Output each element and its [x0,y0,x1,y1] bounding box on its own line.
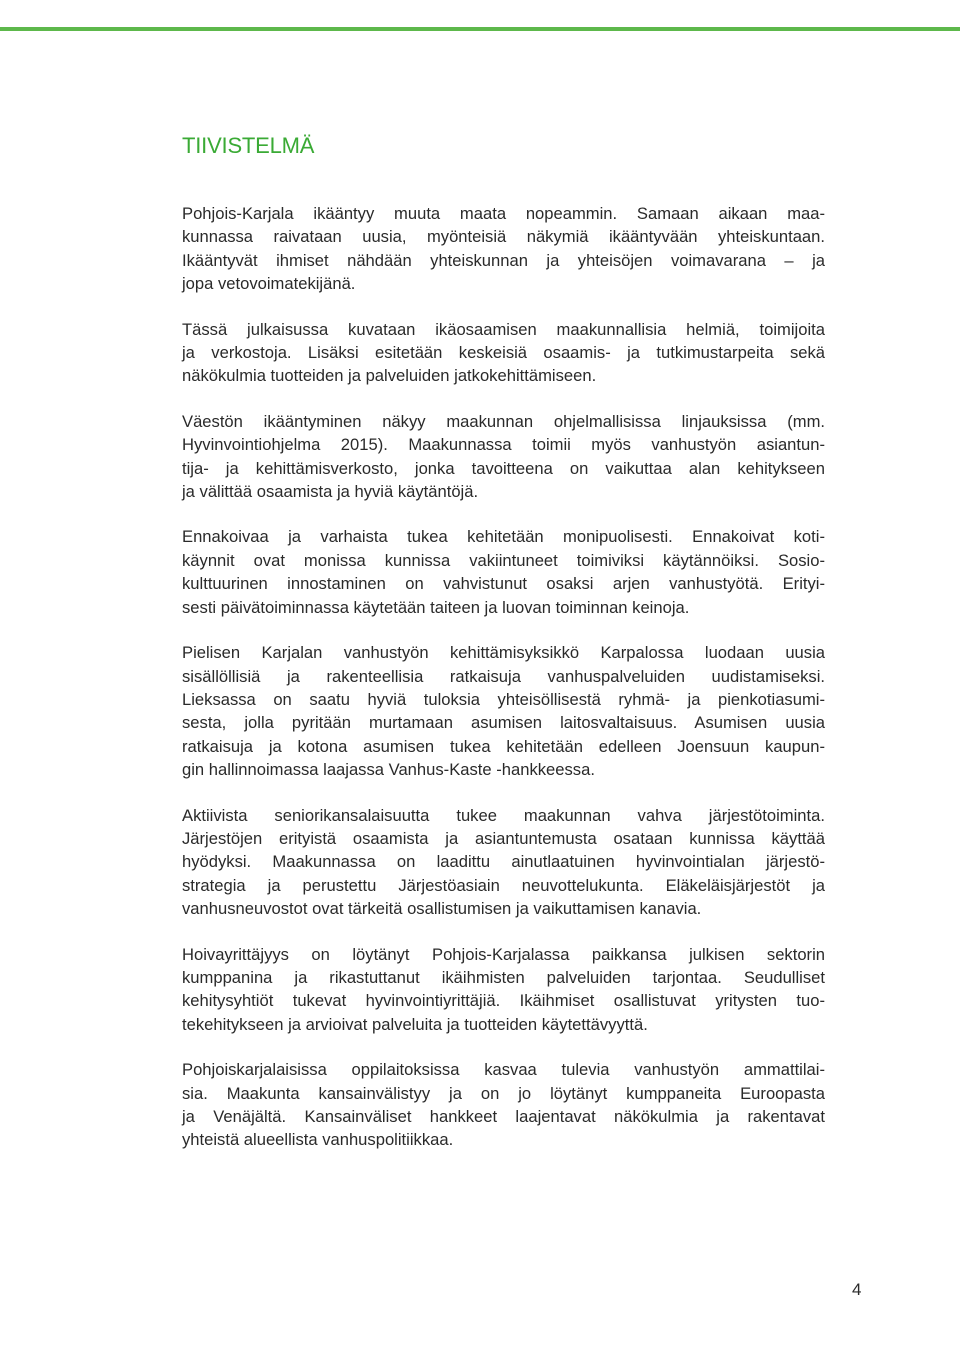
text-line: käynnit ovat monissa kunnissa vakiintuneet toimiviksi käytännöiksi. Sosio- [182,550,825,570]
text-line: Pielisen Karjalan vanhustyön kehittämisyksikkö Karpalossa luodaan uusia [182,643,825,663]
text-line: vanhusneuvostot ovat tärkeitä osallistumisen ja vaikuttamisen kanavia. [182,899,702,919]
body-text [182,202,825,1174]
text-line: sisällöllisiä ja rakenteellisia ratkaisuja vanhuspalveluiden uudistamiseksi. [182,666,825,686]
paragraph [182,1058,825,1152]
text-line: ratkaisuja ja kotona asumisen tukea kehitetään edelleen Joensuun kaupun- [182,736,825,756]
paragraph [182,318,825,388]
page-number: 4 [852,1280,862,1299]
paragraph [182,804,825,921]
text-line: Väestön ikääntyminen näkyy maakunnan ohjelmallisissa linjauksissa (mm. [182,411,825,431]
text-line: kumppanina ja rikastuttanut ikäihmisten palveluiden tarjontaa. Seudulliset [182,967,825,987]
text-line: jopa vetovoimatekijänä. [182,274,356,294]
text-line: ja välittää osaamista ja hyviä käytäntöjä. [182,482,479,502]
text-line: yhteistä alueellista vanhuspolitiikkaa. [182,1130,454,1150]
paragraph [182,641,825,781]
text-line: kunnassa raivataan uusia, myönteisiä näkymiä ikääntyvään yhteiskuntaan. [182,227,825,247]
text-line: Aktiivista seniorikansalaisuutta tukee maakunnan vahva järjestötoiminta. [182,805,825,825]
text-line: gin hallinnoimassa laajassa Vanhus-Kaste -hankkeessa. [182,760,595,780]
top-green-rule [0,27,960,31]
text-line: sia. Maakunta kansainvälistyy ja on jo löytänyt kumppaneita Euroopasta [182,1083,825,1103]
text-line: tekehitykseen ja arvioivat palveluita ja tuotteiden käytettävyyttä. [182,1014,648,1034]
paragraph [182,943,825,1037]
text-line: Ikääntyvät ihmiset nähdään yhteiskunnan ja yhteisöjen voimavarana – ja [182,250,825,270]
text-line: sesti päivätoiminnassa käytetään taiteen ja luovan toiminnan keinoja. [182,597,690,617]
text-line: Järjestöjen erityistä osaamista ja asiantuntemusta osataan kunnissa käyttää [182,828,825,848]
text-line: ja Venäjältä. Kansainväliset hankkeet laajentavat näkökulmia ja rakentavat [182,1107,825,1126]
text-line: Hoivayrittäjyys on löytänyt Pohjois-Karjalassa paikkansa julkisen sektorin [182,944,825,964]
text-line: Ennakoivaa ja varhaista tukea kehitetään monipuolisesti. Ennakoivat koti- [182,527,825,547]
paragraph [182,202,825,296]
text-line: kulttuurinen innostaminen on vahvistunut osaksi arjen vanhustyötä. Erityi- [182,574,825,594]
text-line: Tässä julkaisussa kuvataan ikäosaamisen maakunnallisia helmiä, toimijoita [182,319,825,339]
text-line: tija- ja kehittämisverkosto, jonka tavoitteena on vaikuttaa alan kehitykseen [182,458,825,478]
text-line: hyödyksi. Maakunnassa on laadittu ainutlaatuinen hyvinvointialan järjestö- [182,852,825,872]
text-line: Lieksassa on saatu hyviä tuloksia yhteisöllisestä ryhmä- ja pienkotiasumi- [182,689,825,709]
paragraph [182,410,825,504]
text-line: kehitysyhtiöt tukevat hyvinvointiyrittäjiä. Ikäihmiset osallistuvat yritysten tuo- [182,991,825,1011]
text-line: näkökulmia tuotteiden ja palveluiden jatkokehittämiseen. [182,366,597,386]
text-line: Pohjoiskarjalaisissa oppilaitoksissa kasvaa tulevia vanhustyön ammattilai- [182,1060,825,1080]
paragraph [182,525,825,619]
text-line: Hyvinvointiohjelma 2015). Maakunnassa toimii myös vanhustyön asiantun- [182,435,825,455]
text-line: Pohjois-Karjala ikääntyy muuta maata nopeammin. Samaan aikaan maa- [182,204,825,223]
text-line: ja verkostoja. Lisäksi esitetään keskeisiä osaamis- ja tutkimustarpeita sekä [182,343,825,363]
text-line: sesta, jolla pyritään murtamaan asumisen laitosvaltaisuus. Asumisen uusia [182,713,825,733]
text-line: strategia ja perustettu Järjestöasiain neuvottelukunta. Eläkeläisjärjestöt ja [182,875,825,895]
page-heading: TIIVISTELMÄ [182,133,315,158]
